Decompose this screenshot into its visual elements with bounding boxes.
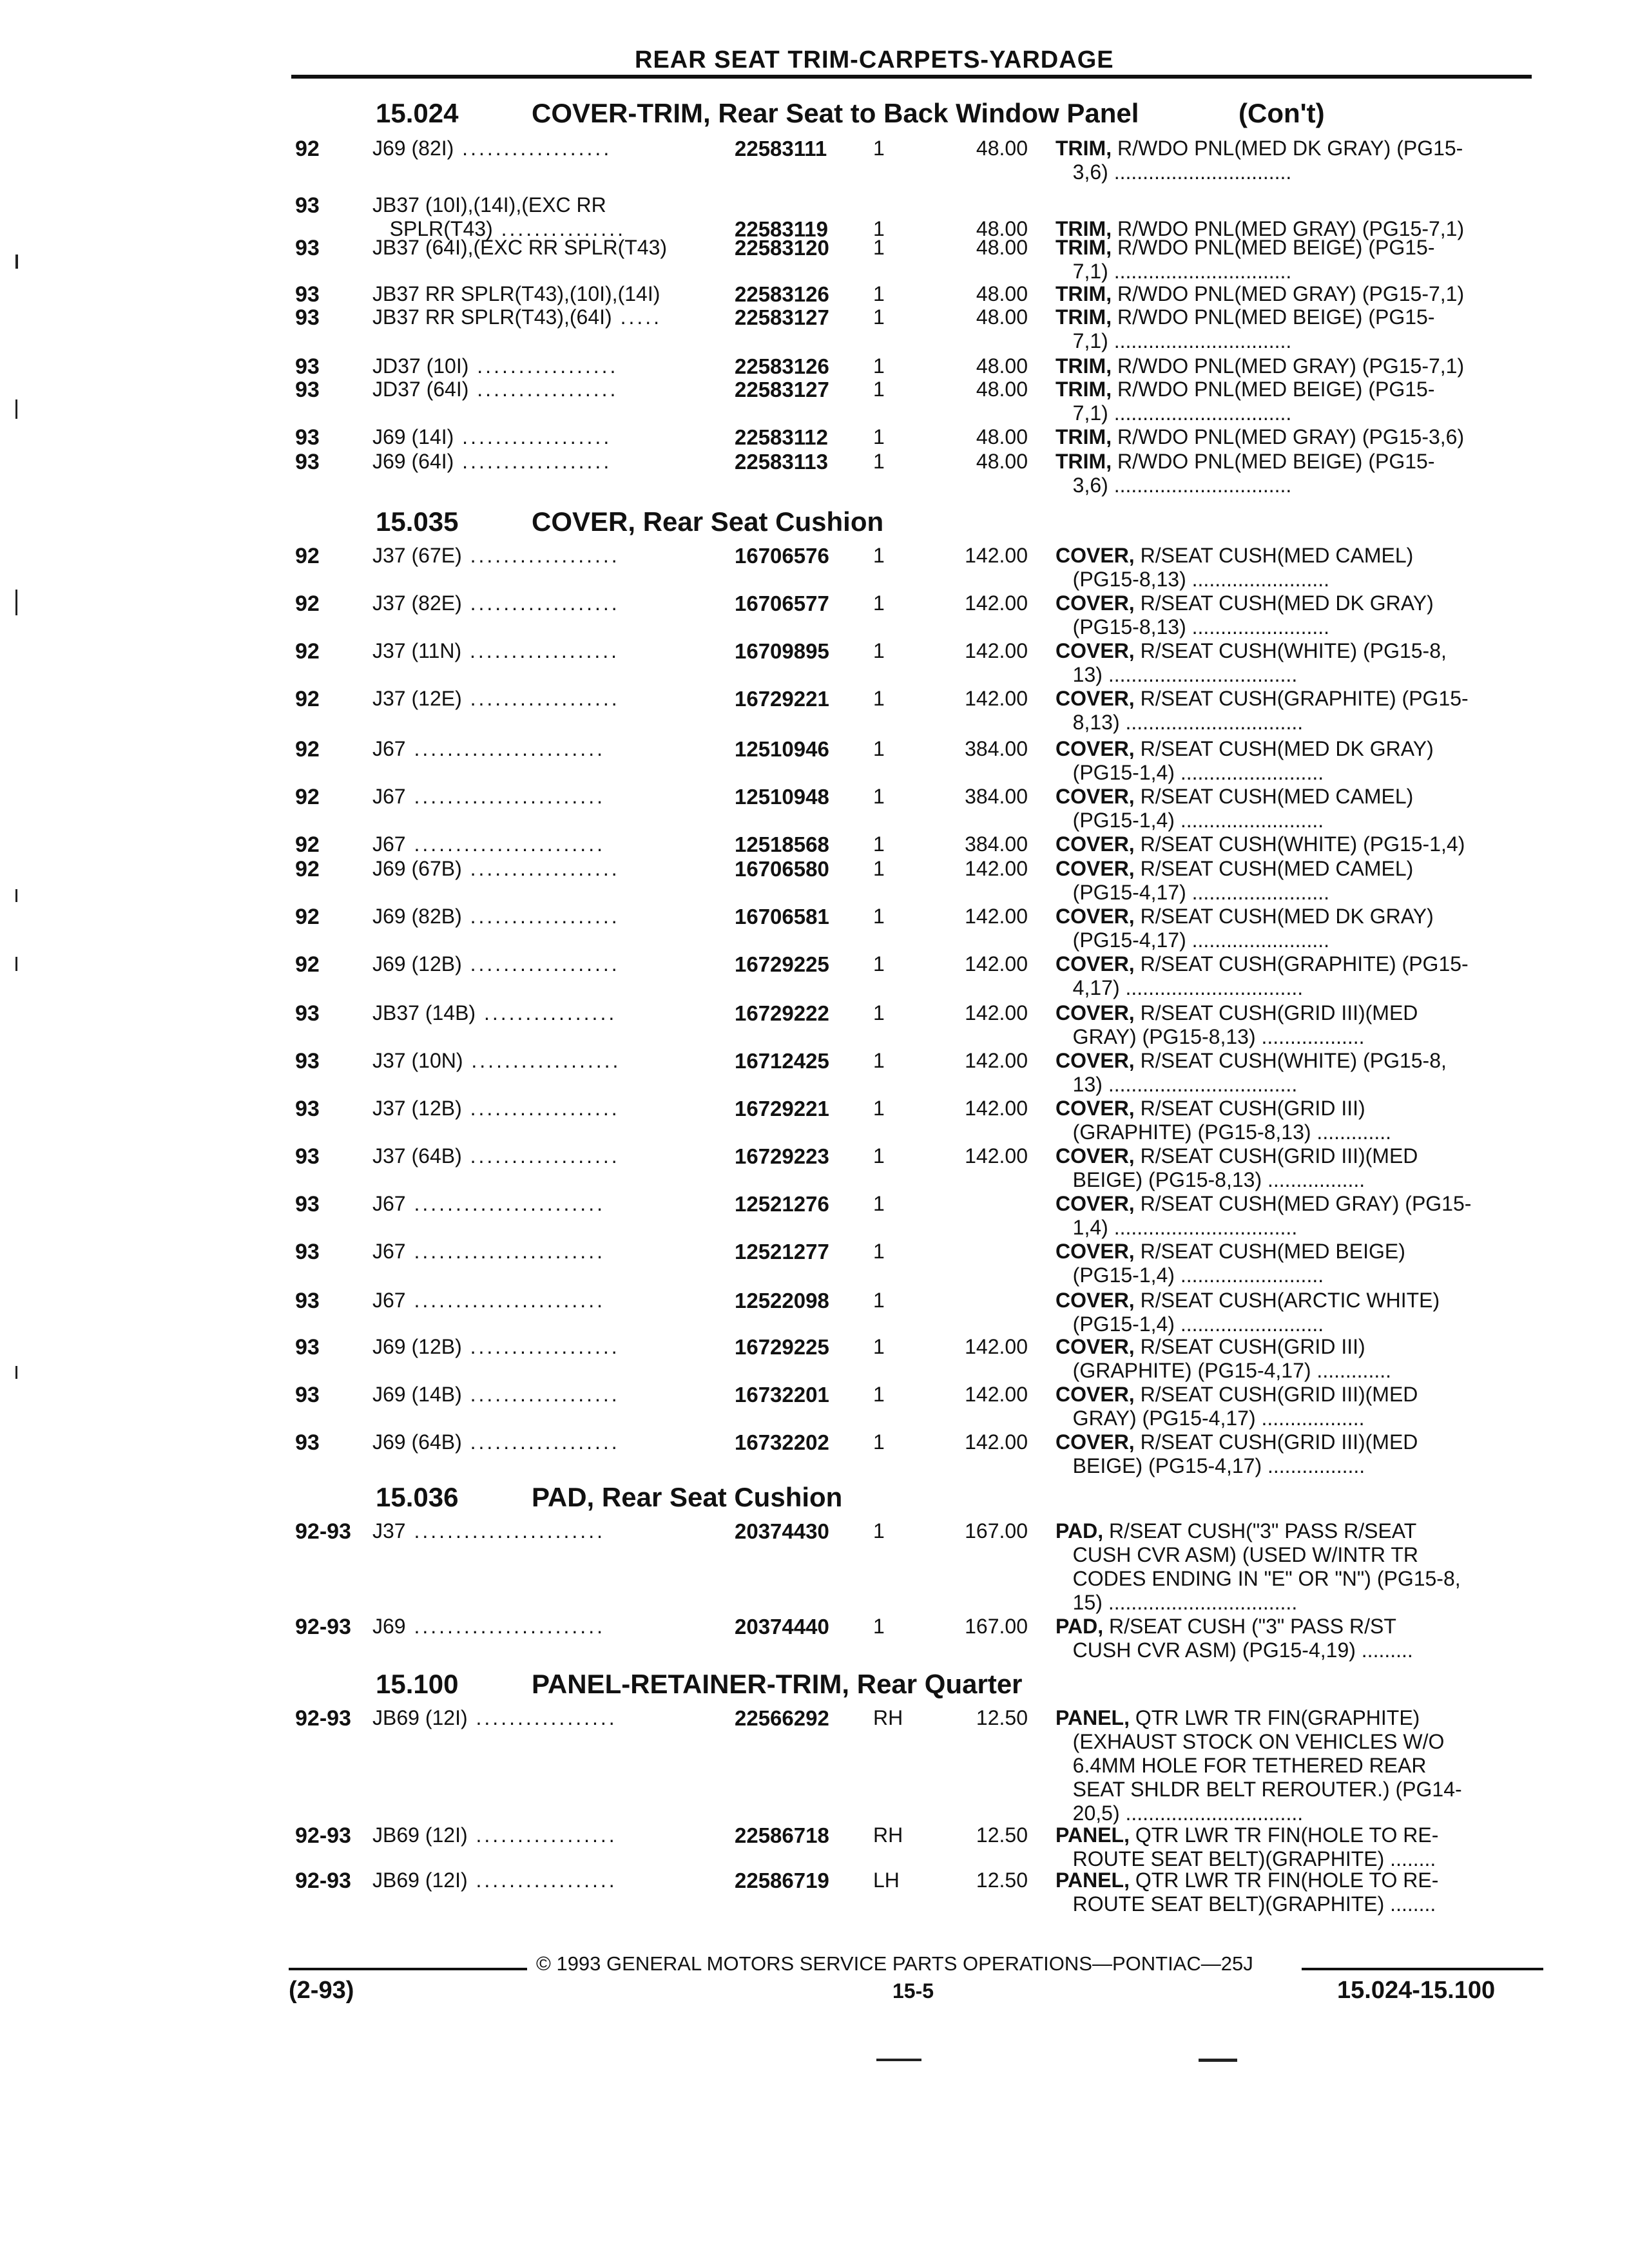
- model-code: J69 .......................: [372, 1615, 605, 1638]
- part-description: COVER, R/SEAT CUSH(WHITE) (PG15-8, 13) .................................: [1055, 639, 1447, 686]
- quantity: 1: [873, 857, 885, 880]
- leader-dots: .......................: [405, 1192, 605, 1215]
- leader-dots: .................: [468, 354, 619, 378]
- quantity: 1: [873, 785, 885, 808]
- model-code: J37 .......................: [372, 1519, 605, 1542]
- price: 142.00: [965, 905, 1028, 928]
- part-number: 22583126: [735, 282, 829, 306]
- part-number: 16709895: [735, 639, 829, 663]
- section-title: PANEL-RETAINER-TRIM, Rear Quarter: [532, 1669, 1023, 1699]
- part-number: 22583120: [735, 236, 829, 260]
- part-description: COVER, R/SEAT CUSH(GRID III)(MED BEIGE) (PG15-8,13) .................: [1055, 1144, 1418, 1191]
- model-code: J67 .......................: [372, 1289, 605, 1312]
- leader-dots: .......................: [405, 1615, 605, 1638]
- part-description: TRIM, R/WDO PNL(MED BEIGE) (PG15- 7,1) ...............................: [1055, 378, 1435, 425]
- model-code: J69 (82I) ..................: [372, 137, 612, 160]
- price: 12.50: [976, 1869, 1028, 1892]
- scan-mark: [15, 1366, 17, 1379]
- section-number: 15.035: [376, 506, 459, 537]
- model-year: 92-93: [295, 1706, 351, 1731]
- price: 48.00: [976, 305, 1028, 329]
- leader-dots: .................: [467, 1823, 617, 1847]
- model-year: 93: [295, 1430, 320, 1455]
- model-code: J37 (82E) ..................: [372, 591, 620, 615]
- price: 48.00: [976, 354, 1028, 378]
- quantity: RH: [873, 1706, 903, 1729]
- price: 48.00: [976, 217, 1028, 240]
- quantity: 1: [873, 425, 885, 448]
- quantity: 1: [873, 1335, 885, 1358]
- model-year: 93: [295, 1383, 320, 1407]
- part-description: COVER, R/SEAT CUSH(GRAPHITE) (PG15- 8,13) ...............................: [1055, 687, 1469, 734]
- part-number: 22583111: [735, 137, 827, 160]
- leader-dots: ..................: [461, 544, 620, 567]
- leader-dots: .......................: [405, 785, 605, 808]
- part-description: TRIM, R/WDO PNL(MED BEIGE) (PG15- 7,1) ...............................: [1055, 305, 1435, 352]
- model-code: J69 (64I) ..................: [372, 450, 612, 473]
- quantity: 1: [873, 544, 885, 567]
- leader-dots: ..................: [461, 591, 620, 615]
- model-code: JB37 RR SPLR(T43),(10I),(14I): [372, 282, 660, 305]
- price: 142.00: [965, 1097, 1028, 1120]
- model-year: 92: [295, 952, 320, 977]
- quantity: 1: [873, 1144, 885, 1168]
- model-code: J37 (12E) ..................: [372, 687, 620, 710]
- leader-dots: .......................: [405, 737, 605, 760]
- model-code: J37 (10N) ..................: [372, 1049, 621, 1072]
- part-description: PANEL, QTR LWR TR FIN(GRAPHITE) (EXHAUST STOCK ON VEHICLES W/O 6.4MM HOLE FOR TETHERED REAR SEAT SHLDR BELT REROUTER.) (PG14- 20,5) ...............................: [1055, 1706, 1462, 1825]
- model-code: J69 (67B) ..................: [372, 857, 620, 880]
- leader-dots: ..................: [461, 1097, 620, 1120]
- leader-dots: ..................: [461, 687, 620, 710]
- price: 142.00: [965, 1144, 1028, 1168]
- part-number: 22586718: [735, 1823, 829, 1847]
- leader-dots: .....: [612, 305, 662, 329]
- leader-dots: ................: [476, 1001, 617, 1024]
- leader-dots: ..................: [454, 137, 612, 160]
- model-year: 93: [295, 378, 320, 402]
- part-number: 12522098: [735, 1289, 829, 1312]
- part-number: 22583112: [735, 425, 829, 449]
- quantity: 1: [873, 282, 885, 305]
- part-description: COVER, R/SEAT CUSH(GRID III) (GRAPHITE) (PG15-4,17) .............: [1055, 1335, 1391, 1382]
- part-number: 12521277: [735, 1240, 829, 1264]
- model-year: 92: [295, 857, 320, 881]
- model-year: 93: [295, 1289, 320, 1313]
- part-description: TRIM, R/WDO PNL(MED GRAY) (PG15-7,1): [1055, 282, 1465, 305]
- model-year: 92: [295, 905, 320, 929]
- price: 142.00: [965, 544, 1028, 567]
- quantity: 1: [873, 236, 885, 259]
- model-year: 93: [295, 1335, 320, 1360]
- leader-dots: ...............: [492, 217, 626, 240]
- model-code: J37 (67E) ..................: [372, 544, 620, 567]
- footer-section-range: 15.024-15.100: [1337, 1977, 1496, 2004]
- section-number: 15.100: [376, 1669, 459, 1699]
- quantity: 1: [873, 1192, 885, 1215]
- model-code: J67 .......................: [372, 832, 605, 856]
- model-year: 92: [295, 591, 320, 616]
- model-year: 92-93: [295, 1615, 351, 1639]
- model-year: 93: [295, 1097, 320, 1121]
- part-description: COVER, R/SEAT CUSH(ARCTIC WHITE) (PG15-1,4) .........................: [1055, 1289, 1440, 1336]
- leader-dots: ..................: [461, 1430, 620, 1454]
- price: 48.00: [976, 236, 1028, 259]
- part-number: 12510946: [735, 737, 829, 761]
- model-year: 93: [295, 450, 320, 474]
- leader-dots: ..................: [461, 857, 620, 880]
- model-year: 93: [295, 236, 320, 260]
- scan-mark: [1199, 2059, 1237, 2062]
- model-year: 93: [295, 425, 320, 450]
- part-description: TRIM, R/WDO PNL(MED GRAY) (PG15-7,1): [1055, 354, 1465, 378]
- part-number: 16706581: [735, 905, 829, 928]
- part-number: 16732202: [735, 1430, 829, 1454]
- part-description: PAD, R/SEAT CUSH("3" PASS R/SEAT CUSH CVR ASM) (USED W/INTR TR CODES ENDING IN "E" OR "N") (PG15-8, 15) .................................: [1055, 1519, 1461, 1614]
- model-year: 93: [295, 1144, 320, 1169]
- price: 12.50: [976, 1706, 1028, 1729]
- part-description: PAD, R/SEAT CUSH ("3" PASS R/ST CUSH CVR ASM) (PG15-4,19) .........: [1055, 1615, 1413, 1662]
- model-year: 92: [295, 687, 320, 711]
- scan-mark: [15, 889, 17, 902]
- quantity: 1: [873, 832, 885, 856]
- part-description: TRIM, R/WDO PNL(MED BEIGE) (PG15- 7,1) ...............................: [1055, 236, 1435, 283]
- quantity: 1: [873, 354, 885, 378]
- part-description: COVER, R/SEAT CUSH(MED CAMEL) (PG15-8,13) ........................: [1055, 544, 1414, 591]
- part-description: COVER, R/SEAT CUSH(MED BEIGE) (PG15-1,4) .........................: [1055, 1240, 1405, 1287]
- model-code: JB69 (12I) .................: [372, 1823, 617, 1847]
- leader-dots: .......................: [405, 1519, 605, 1542]
- model-code: J69 (82B) ..................: [372, 905, 620, 928]
- price: 12.50: [976, 1823, 1028, 1847]
- quantity: 1: [873, 687, 885, 710]
- quantity: 1: [873, 305, 885, 329]
- page-header-title: REAR SEAT TRIM-CARPETS-YARDAGE: [635, 46, 1114, 73]
- part-number: 12510948: [735, 785, 829, 809]
- price: 142.00: [965, 857, 1028, 880]
- model-code: JB69 (12I) .................: [372, 1706, 617, 1729]
- model-code: J69 (12B) ..................: [372, 952, 620, 975]
- price: 142.00: [965, 1335, 1028, 1358]
- quantity: 1: [873, 1001, 885, 1024]
- price: 48.00: [976, 282, 1028, 305]
- quantity: 1: [873, 1519, 885, 1542]
- quantity: 1: [873, 952, 885, 975]
- model-year: 92: [295, 639, 320, 664]
- price: 142.00: [965, 1430, 1028, 1454]
- footer-date-code: (2-93): [289, 1977, 354, 2004]
- model-code: J69 (12B) ..................: [372, 1335, 620, 1358]
- model-year: 92-93: [295, 1869, 351, 1893]
- leader-dots: ..................: [461, 952, 620, 975]
- quantity: 1: [873, 217, 885, 240]
- part-number: 16729223: [735, 1144, 829, 1168]
- quantity: 1: [873, 1383, 885, 1406]
- model-year: 92-93: [295, 1519, 351, 1544]
- part-number: 22583126: [735, 354, 829, 378]
- model-code: J69 (14B) ..................: [372, 1383, 620, 1406]
- model-code: J69 (14I) ..................: [372, 425, 612, 448]
- part-number: 20374430: [735, 1519, 829, 1543]
- price: 167.00: [965, 1615, 1028, 1638]
- quantity: 1: [873, 905, 885, 928]
- part-description: COVER, R/SEAT CUSH(MED CAMEL) (PG15-4,17) ........................: [1055, 857, 1414, 904]
- part-description: COVER, R/SEAT CUSH(GRID III)(MED GRAY) (PG15-8,13) ..................: [1055, 1001, 1418, 1048]
- part-number: 22583113: [735, 450, 829, 474]
- quantity: LH: [873, 1869, 900, 1892]
- part-description: COVER, R/SEAT CUSH(GRID III) (GRAPHITE) (PG15-8,13) .............: [1055, 1097, 1391, 1144]
- quantity: 1: [873, 1615, 885, 1638]
- quantity: 1: [873, 450, 885, 473]
- part-description: COVER, R/SEAT CUSH(GRID III)(MED BEIGE) (PG15-4,17) .................: [1055, 1430, 1418, 1477]
- model-code: JB37 (64I),(EXC RR SPLR(T43): [372, 236, 668, 259]
- model-code: J37 (11N) ..................: [372, 639, 620, 662]
- part-description: TRIM, R/WDO PNL(MED DK GRAY) (PG15- 3,6) ...............................: [1055, 137, 1463, 184]
- model-code: J67 .......................: [372, 1192, 605, 1215]
- quantity: 1: [873, 137, 885, 160]
- header-rule: [291, 75, 1532, 79]
- part-number: 16729221: [735, 687, 829, 711]
- quantity: 1: [873, 591, 885, 615]
- price: 384.00: [965, 737, 1028, 760]
- model-year: 92: [295, 785, 320, 809]
- part-number: 22586719: [735, 1869, 829, 1892]
- model-code: J37 (64B) ..................: [372, 1144, 620, 1168]
- model-code: J37 (12B) ..................: [372, 1097, 620, 1120]
- model-year: 92-93: [295, 1823, 351, 1848]
- model-code: JD37 (64I) .................: [372, 378, 619, 401]
- leader-dots: ..................: [461, 1144, 620, 1168]
- model-code: J69 (64B) ..................: [372, 1430, 620, 1454]
- part-number: 16706576: [735, 544, 829, 568]
- part-number: 12521276: [735, 1192, 829, 1216]
- scan-mark: [15, 590, 17, 615]
- part-number: 16729221: [735, 1097, 829, 1120]
- price: 142.00: [965, 687, 1028, 710]
- part-description: COVER, R/SEAT CUSH(WHITE) (PG15-1,4): [1055, 832, 1465, 856]
- quantity: 1: [873, 1430, 885, 1454]
- price: 48.00: [976, 137, 1028, 160]
- leader-dots: ..................: [461, 905, 620, 928]
- model-year: 92: [295, 137, 320, 161]
- part-description: COVER, R/SEAT CUSH(WHITE) (PG15-8, 13) .................................: [1055, 1049, 1447, 1096]
- scan-mark: [876, 2059, 921, 2061]
- model-year: 93: [295, 1192, 320, 1216]
- part-number: 20374440: [735, 1615, 829, 1639]
- model-code: J67 .......................: [372, 737, 605, 760]
- footer-page-number: 15-5: [892, 1979, 934, 2003]
- leader-dots: .......................: [405, 1240, 605, 1263]
- leader-dots: ..................: [463, 1049, 621, 1072]
- quantity: 1: [873, 1097, 885, 1120]
- model-code: JB37 (14B) ................: [372, 1001, 617, 1024]
- part-description: PANEL, QTR LWR TR FIN(HOLE TO RE- ROUTE SEAT BELT)(GRAPHITE) ........: [1055, 1823, 1439, 1870]
- scan-mark: [15, 957, 17, 971]
- model-code: JB37 (10I),(14I),(EXC RR SPLR(T43) ...............: [372, 193, 626, 240]
- part-number: 22583127: [735, 305, 829, 329]
- part-number: 12518568: [735, 832, 829, 856]
- model-year: 93: [295, 282, 320, 307]
- quantity: RH: [873, 1823, 903, 1847]
- part-number: 16729225: [735, 952, 829, 976]
- leader-dots: ..................: [461, 1335, 620, 1358]
- price: 167.00: [965, 1519, 1028, 1542]
- section-heading: [0, 506, 1629, 540]
- leader-dots: ..................: [461, 1383, 620, 1406]
- part-description: TRIM, R/WDO PNL(MED GRAY) (PG15-3,6): [1055, 425, 1465, 448]
- part-description: COVER, R/SEAT CUSH(MED DK GRAY) (PG15-1,4) .........................: [1055, 737, 1434, 784]
- model-year: 93: [295, 1049, 320, 1073]
- part-description: COVER, R/SEAT CUSH(MED GRAY) (PG15- 1,4) ................................: [1055, 1192, 1472, 1239]
- leader-dots: .................: [468, 378, 619, 401]
- model-year: 93: [295, 1240, 320, 1264]
- leader-dots: .................: [467, 1706, 617, 1729]
- section-number: 15.036: [376, 1482, 459, 1512]
- price: 142.00: [965, 591, 1028, 615]
- part-number: 16729222: [735, 1001, 829, 1025]
- section-title: PAD, Rear Seat Cushion: [532, 1482, 843, 1512]
- price: 48.00: [976, 378, 1028, 401]
- model-year: 93: [295, 1001, 320, 1026]
- model-year: 93: [295, 354, 320, 379]
- scan-mark: [15, 255, 18, 269]
- part-description: COVER, R/SEAT CUSH(MED CAMEL) (PG15-1,4) .........................: [1055, 785, 1414, 832]
- model-year: 92: [295, 544, 320, 568]
- price: 142.00: [965, 952, 1028, 975]
- part-description: PANEL, QTR LWR TR FIN(HOLE TO RE- ROUTE SEAT BELT)(GRAPHITE) ........: [1055, 1869, 1439, 1916]
- part-number: 16729225: [735, 1335, 829, 1359]
- quantity: 1: [873, 378, 885, 401]
- part-description: TRIM, R/WDO PNL(MED BEIGE) (PG15- 3,6) ...............................: [1055, 450, 1435, 497]
- quantity: 1: [873, 639, 885, 662]
- part-number: 22583119: [735, 217, 829, 241]
- leader-dots: ..................: [461, 639, 620, 662]
- model-code: JB69 (12I) .................: [372, 1869, 617, 1892]
- model-code: J67 .......................: [372, 785, 605, 808]
- part-description: COVER, R/SEAT CUSH(MED DK GRAY) (PG15-4,17) ........................: [1055, 905, 1434, 952]
- model-code: J67 .......................: [372, 1240, 605, 1263]
- section-title: COVER, Rear Seat Cushion: [532, 506, 884, 537]
- quantity: 1: [873, 1240, 885, 1263]
- leader-dots: .......................: [405, 1289, 605, 1312]
- part-number: 22566292: [735, 1706, 829, 1730]
- part-description: COVER, R/SEAT CUSH(GRAPHITE) (PG15- 4,17) ...............................: [1055, 952, 1469, 999]
- leader-dots: .......................: [405, 832, 605, 856]
- quantity: 1: [873, 1289, 885, 1312]
- part-number: 22583127: [735, 378, 829, 401]
- footer-copyright: © 1993 GENERAL MOTORS SERVICE PARTS OPERATIONS—PONTIAC—25J: [536, 1952, 1253, 1975]
- model-year: 93: [295, 193, 320, 218]
- model-year: 93: [295, 305, 320, 330]
- section-heading: [0, 1669, 1629, 1702]
- part-number: 16706577: [735, 591, 829, 615]
- quantity: 1: [873, 1049, 885, 1072]
- part-description: TRIM, R/WDO PNL(MED GRAY) (PG15-7,1): [1055, 217, 1465, 240]
- section-number: 15.024: [376, 98, 459, 128]
- part-number: 16706580: [735, 857, 829, 881]
- price: 48.00: [976, 425, 1028, 448]
- price: 142.00: [965, 1383, 1028, 1406]
- price: 48.00: [976, 450, 1028, 473]
- scan-mark: [15, 399, 17, 419]
- leader-dots: ..................: [454, 425, 612, 448]
- part-number: 16712425: [735, 1049, 829, 1073]
- part-description: COVER, R/SEAT CUSH(GRID III)(MED GRAY) (PG15-4,17) ..................: [1055, 1383, 1418, 1430]
- leader-dots: ..................: [454, 450, 612, 473]
- price: 384.00: [965, 785, 1028, 808]
- section-heading: [0, 98, 1629, 131]
- price: 142.00: [965, 639, 1028, 662]
- leader-dots: .................: [467, 1869, 617, 1892]
- section-title: COVER-TRIM, Rear Seat to Back Window Panel: [532, 98, 1139, 128]
- model-code: JB37 RR SPLR(T43),(64I) .....: [372, 305, 662, 329]
- section-heading: [0, 1482, 1629, 1515]
- part-number: 16732201: [735, 1383, 829, 1407]
- quantity: 1: [873, 737, 885, 760]
- model-year: 92: [295, 737, 320, 762]
- price: 142.00: [965, 1001, 1028, 1024]
- price: 384.00: [965, 832, 1028, 856]
- footer-rule-right: [1302, 1968, 1543, 1970]
- part-description: COVER, R/SEAT CUSH(MED DK GRAY) (PG15-8,13) ........................: [1055, 591, 1434, 639]
- model-code: JD37 (10I) .................: [372, 354, 619, 378]
- price: 142.00: [965, 1049, 1028, 1072]
- section-continued: (Con't): [1239, 98, 1325, 128]
- footer-rule-left: [289, 1968, 527, 1970]
- model-year: 92: [295, 832, 320, 857]
